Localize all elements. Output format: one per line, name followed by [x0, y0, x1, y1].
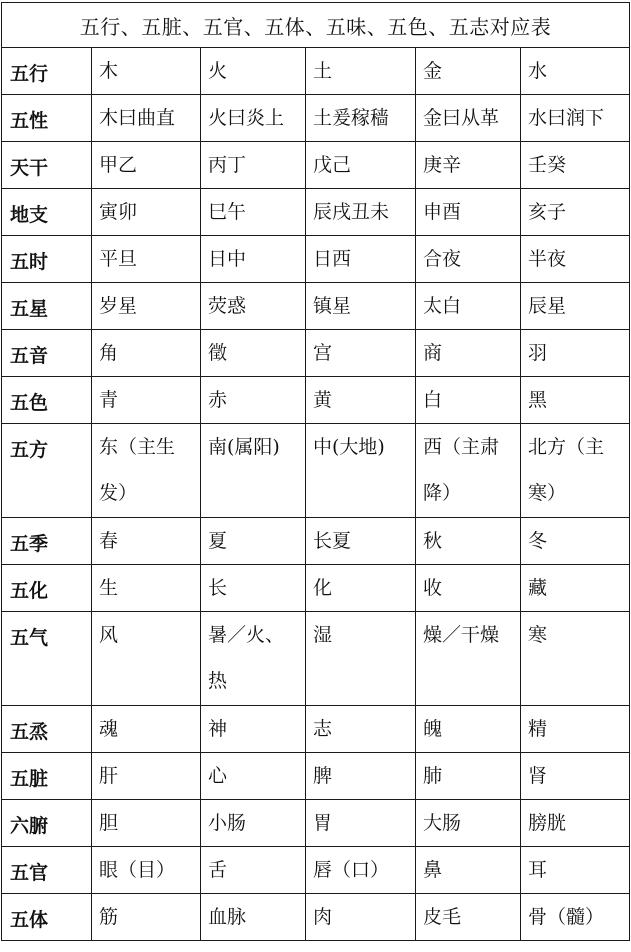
table-cell: 冬 [521, 518, 630, 565]
table-row [2, 753, 630, 800]
table-row [2, 424, 630, 518]
table-row [2, 565, 630, 612]
row-header: 五星 [2, 283, 92, 330]
table-row [2, 95, 630, 142]
title-row [2, 3, 630, 48]
table-cell: 合夜 [416, 236, 521, 283]
table-cell: 血脉 [201, 894, 306, 941]
table-cell: 木 [92, 48, 201, 95]
table-cell: 鼻 [416, 847, 521, 894]
row-header: 五音 [2, 330, 92, 377]
row-header: 地支 [2, 189, 92, 236]
table-cell: 庚辛 [416, 142, 521, 189]
row-header: 五行 [2, 48, 92, 95]
table-cell: 岁星 [92, 283, 201, 330]
table-cell: 精 [521, 706, 630, 753]
table-cell: 夏 [201, 518, 306, 565]
table-cell: 魄 [416, 706, 521, 753]
table-cell: 膀胱 [521, 800, 630, 847]
table-cell: 土 [306, 48, 416, 95]
table-cell: 角 [92, 330, 201, 377]
table-cell: 水 [521, 48, 630, 95]
table-cell: 日西 [306, 236, 416, 283]
table-cell: 胆 [92, 800, 201, 847]
table-cell: 水曰润下 [521, 95, 630, 142]
table-cell: 肾 [521, 753, 630, 800]
table-cell: 脾 [306, 753, 416, 800]
correspondence-table [1, 2, 630, 941]
table-cell: 巳午 [201, 189, 306, 236]
table-row [2, 706, 630, 753]
table-cell: 北方（主寒） [521, 424, 630, 518]
table-row [2, 377, 630, 424]
row-header: 五官 [2, 847, 92, 894]
row-header: 六腑 [2, 800, 92, 847]
table-cell: 甲乙 [92, 142, 201, 189]
table-cell: 长夏 [306, 518, 416, 565]
table-cell: 神 [201, 706, 306, 753]
table-cell: 金曰从革 [416, 95, 521, 142]
table-cell: 唇（口） [306, 847, 416, 894]
table-cell: 黑 [521, 377, 630, 424]
table-title: 五行、五脏、五官、五体、五味、五色、五志对应表 [2, 3, 630, 48]
row-header: 五气 [2, 612, 92, 706]
row-header: 五化 [2, 565, 92, 612]
table-cell: 金 [416, 48, 521, 95]
table-body [2, 3, 630, 941]
table-cell: 荧惑 [201, 283, 306, 330]
table-cell: 丙丁 [201, 142, 306, 189]
table-cell: 火 [201, 48, 306, 95]
table-cell: 筋 [92, 894, 201, 941]
table-cell: 东（主生发） [92, 424, 201, 518]
table-row [2, 142, 630, 189]
table-cell: 中(大地) [306, 424, 416, 518]
table-cell: 青 [92, 377, 201, 424]
table-cell: 长 [201, 565, 306, 612]
table-cell: 藏 [521, 565, 630, 612]
table-cell: 骨（髓） [521, 894, 630, 941]
table-cell: 耳 [521, 847, 630, 894]
table-cell: 收 [416, 565, 521, 612]
table-cell: 肺 [416, 753, 521, 800]
table-row [2, 894, 630, 941]
table-row [2, 518, 630, 565]
row-header: 五方 [2, 424, 92, 518]
table-cell: 化 [306, 565, 416, 612]
table-cell: 肝 [92, 753, 201, 800]
table-cell: 羽 [521, 330, 630, 377]
table-cell: 土爰稼穑 [306, 95, 416, 142]
table-cell: 黄 [306, 377, 416, 424]
table-row [2, 847, 630, 894]
table-cell: 镇星 [306, 283, 416, 330]
table-cell: 申酉 [416, 189, 521, 236]
table-cell: 辰星 [521, 283, 630, 330]
row-header: 五季 [2, 518, 92, 565]
table-cell: 风 [92, 612, 201, 706]
table-cell: 太白 [416, 283, 521, 330]
table-cell: 燥／干燥 [416, 612, 521, 706]
table-cell: 木曰曲直 [92, 95, 201, 142]
row-header: 天干 [2, 142, 92, 189]
table-cell: 半夜 [521, 236, 630, 283]
table-cell: 小肠 [201, 800, 306, 847]
row-header: 五性 [2, 95, 92, 142]
table-cell: 壬癸 [521, 142, 630, 189]
table-cell: 眼（目） [92, 847, 201, 894]
row-header: 五脏 [2, 753, 92, 800]
table-cell: 肉 [306, 894, 416, 941]
row-header: 五时 [2, 236, 92, 283]
table-cell: 赤 [201, 377, 306, 424]
table-cell: 南(属阳) [201, 424, 306, 518]
table-row [2, 612, 630, 706]
table-cell: 大肠 [416, 800, 521, 847]
table-cell: 寅卯 [92, 189, 201, 236]
table-cell: 志 [306, 706, 416, 753]
table-cell: 白 [416, 377, 521, 424]
table-cell: 辰戌丑未 [306, 189, 416, 236]
table-row [2, 236, 630, 283]
row-header: 五体 [2, 894, 92, 941]
table-row [2, 48, 630, 95]
table-cell: 戊己 [306, 142, 416, 189]
table-cell: 火曰炎上 [201, 95, 306, 142]
table-cell: 日中 [201, 236, 306, 283]
row-header: 五烝 [2, 706, 92, 753]
table-cell: 心 [201, 753, 306, 800]
table-cell: 魂 [92, 706, 201, 753]
table-cell: 寒 [521, 612, 630, 706]
table-cell: 徵 [201, 330, 306, 377]
table-cell: 秋 [416, 518, 521, 565]
table-cell: 亥子 [521, 189, 630, 236]
table-cell: 胃 [306, 800, 416, 847]
table-cell: 湿 [306, 612, 416, 706]
table-cell: 商 [416, 330, 521, 377]
table-cell: 西（主肃降） [416, 424, 521, 518]
table-row [2, 283, 630, 330]
table-cell: 舌 [201, 847, 306, 894]
table-row [2, 800, 630, 847]
table-cell: 生 [92, 565, 201, 612]
table-cell: 平旦 [92, 236, 201, 283]
table-row [2, 189, 630, 236]
row-header: 五色 [2, 377, 92, 424]
table-cell: 暑／火、热 [201, 612, 306, 706]
table-cell: 皮毛 [416, 894, 521, 941]
table-row [2, 330, 630, 377]
table-cell: 春 [92, 518, 201, 565]
table-cell: 宫 [306, 330, 416, 377]
